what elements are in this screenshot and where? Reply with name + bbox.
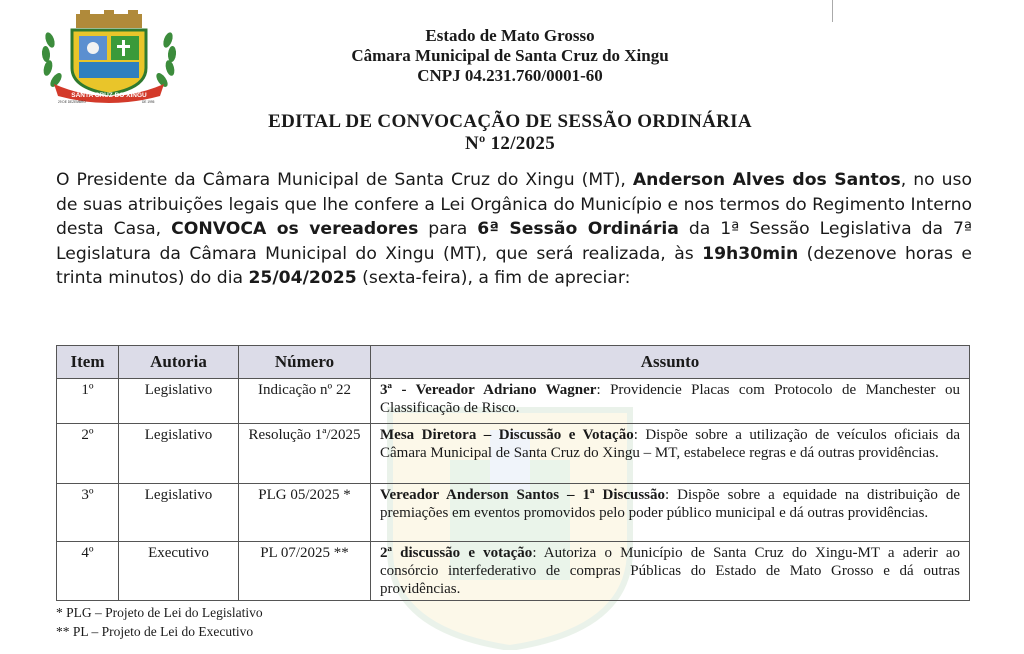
document-title	[150, 111, 870, 155]
item-cell: 4º	[57, 542, 119, 601]
session-time: 19h30min	[702, 243, 799, 264]
table-row	[57, 484, 970, 542]
convoca-phrase: CONVOCA os vereadores	[171, 219, 419, 239]
laurel-left-icon	[41, 31, 64, 89]
autoria-cell: Legislativo	[119, 484, 239, 542]
autoria-cell: Legislativo	[119, 379, 239, 424]
assunto-bold: 3ª - Vereador Adriano Wagner	[380, 382, 597, 398]
logo-date-left: 29 DE DEZEMBRO	[58, 100, 86, 104]
table-row	[57, 379, 970, 424]
state-name: Estado de Mato Grosso	[425, 26, 595, 45]
agenda-table	[56, 345, 970, 601]
assunto-bold: Vereador Anderson Santos – 1ª Discussão	[380, 487, 666, 503]
body-text-2: , no uso de suas atribuições legais que lhe confere a Lei Orgânica do Município e nos termos do Regimento Interno desta Casa,	[56, 170, 972, 239]
table-row	[57, 424, 970, 484]
body-text-1: O Presidente da Câmara Municipal de Santa Cruz do Xingu (MT),	[56, 170, 633, 190]
header-item: Item	[57, 346, 119, 379]
assunto-cell	[371, 542, 970, 601]
municipal-coat-of-arms-logo	[36, 10, 182, 104]
crown-icon	[76, 10, 142, 28]
assunto-text: : Dispõe sobre a equidade na distribuição de premiações em eventos promovidos pelo poder público municipal e dá outras providências.	[380, 487, 960, 521]
numero-cell: Resolução 1ª/2025	[239, 424, 371, 484]
chamber-name: Câmara Municipal de Santa Cruz do Xingu	[351, 46, 669, 65]
autoria-cell: Legislativo	[119, 424, 239, 484]
body-text-3: para	[418, 219, 478, 239]
footnote-plg: * PLG – Projeto de Lei do Legislativo	[56, 605, 263, 620]
footnotes	[56, 603, 263, 641]
numero-cell: PL 07/2025 **	[239, 542, 371, 601]
body-text-6: (sexta-feira), a fim de apreciar:	[356, 268, 631, 288]
assunto-cell	[371, 424, 970, 484]
president-name: Anderson Alves dos Santos	[632, 170, 901, 190]
title-line: EDITAL DE CONVOCAÇÃO DE SESSÃO ORDINÁRIA	[268, 111, 752, 132]
logo-date-right: DE 1995	[142, 100, 155, 104]
edital-number: Nº 12/2025	[464, 133, 556, 154]
item-cell: 2º	[57, 424, 119, 484]
body-text-5: (dezenove horas e trinta minutos) do dia	[56, 243, 973, 288]
header-numero: Número	[239, 346, 371, 379]
shield-icon	[72, 30, 146, 94]
session-date: 25/04/2025	[248, 268, 357, 288]
assunto-cell	[371, 379, 970, 424]
convocation-paragraph	[56, 168, 972, 291]
session-name: 6ª Sessão Ordinária	[477, 219, 679, 239]
assunto-text: : Dispõe sobre a utilização de veículos oficiais da Câmara Municipal de Santa Cruz do Xingu – MT, estabelece regras e dá outras providências.	[380, 427, 960, 461]
autoria-cell: Executivo	[119, 542, 239, 601]
assunto-bold: 2ª discussão e votação	[380, 545, 533, 561]
table-row	[57, 542, 970, 601]
scan-edge-line	[832, 0, 833, 22]
body-text-4: da 1ª Sessão Legislativa da 7ª Legislatura da Câmara Municipal do Xingu (MT), que será realizada, às	[56, 219, 972, 264]
cnpj: CNPJ 04.231.760/0001-60	[417, 66, 603, 85]
header-assunto: Assunto	[371, 346, 970, 379]
item-cell: 1º	[57, 379, 119, 424]
numero-cell: Indicação nº 22	[239, 379, 371, 424]
numero-cell: PLG 05/2025 *	[239, 484, 371, 542]
header-autoria: Autoria	[119, 346, 239, 379]
assunto-cell	[371, 484, 970, 542]
footnote-pl: ** PL – Projeto de Lei do Executivo	[56, 624, 254, 639]
item-cell: 3º	[57, 484, 119, 542]
logo-ribbon-text: SANTA CRUZ DO XINGU	[71, 92, 147, 99]
table-header-row	[57, 346, 970, 379]
assunto-bold: Mesa Diretora – Discussão e Votação	[380, 427, 634, 443]
laurel-right-icon	[154, 31, 177, 89]
assunto-text: : Autoriza o Município de Santa Cruz do Xingu-MT a aderir ao consórcio interfederativo de compras Públicas do Estado de Mato Grosso e dá outras providências.	[380, 545, 960, 597]
assunto-text: : Providencie Placas com Protocolo de Manchester ou Classificação de Risco.	[380, 382, 960, 416]
letterhead	[200, 26, 820, 86]
